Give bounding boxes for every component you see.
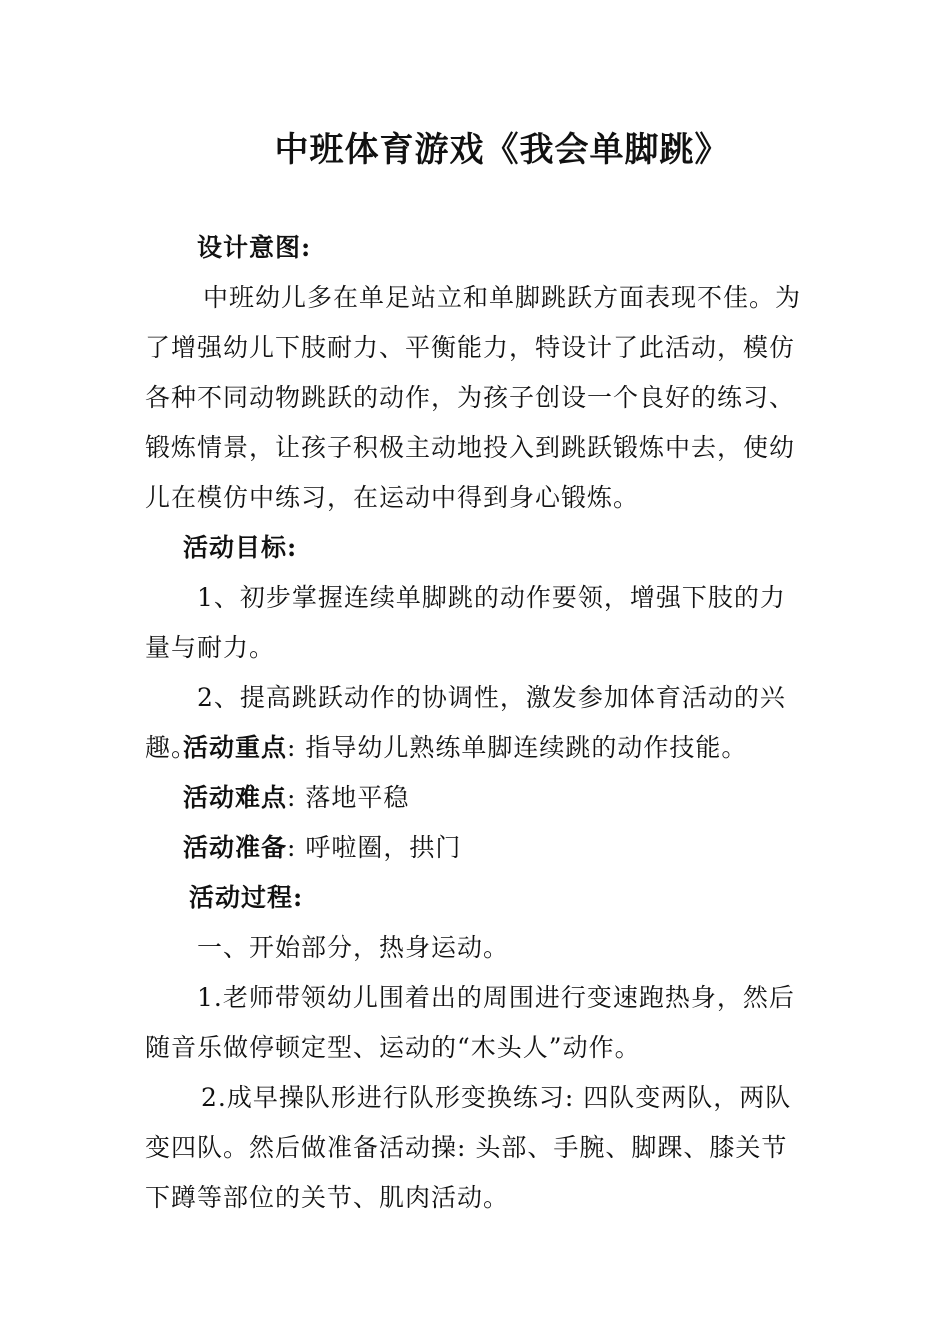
key-point-text: : 指导幼儿熟练单脚连续跳的动作技能。 <box>287 733 748 762</box>
goals-heading: 活动目标: <box>183 533 298 562</box>
difficulty-line <box>145 773 810 823</box>
preparation-text: : 呼啦圈，拱门 <box>287 833 462 862</box>
process-step-1: 1.老师带领幼儿围着出的周围进行变速跑热身，然后随音乐做停顿定型、运动的“木头人”动作。 <box>145 983 795 1062</box>
process-part-1: 一、开始部分，热身运动。 <box>197 933 510 962</box>
design-intent-paragraph: 中班幼儿多在单足站立和单脚跳跃方面表现不佳。为了增强幼儿下肢耐力、平衡能力，特设计了此活动，模仿各种不同动物跳跃的动作，为孩子创设一个良好的练习、锻炼情景，让孩子积极主动地投入到跳跃锻炼中去，使幼儿在模仿中练习，在运动中得到身心锻炼。 <box>145 283 802 512</box>
difficulty-label: 活动难点 <box>183 783 288 812</box>
document-title: 中班体育游戏《我会单脚跳》 <box>274 130 730 170</box>
process-step-2: 2.成早操队形进行队形变换练习: 四队变两队，两队变四队。然后做准备活动操: 头部、手腕、脚踝、膝关节下蹲等部位的关节、肌肉活动。 <box>145 1083 792 1212</box>
process-heading: 活动过程: <box>189 883 304 912</box>
key-point-label: 活动重点 <box>183 733 288 762</box>
preparation-line <box>145 823 810 873</box>
design-intent-heading: 设计意图: <box>197 233 312 262</box>
goal-item-1: 1、初步掌握连续单脚跳的动作要领，增强下肢的力量与耐力。 <box>145 583 786 662</box>
difficulty-text: : 落地平稳 <box>287 783 410 812</box>
goal-item-2: 2、提高跳跃动作的协调性，激发参加体育活动的兴趣。 <box>145 683 786 762</box>
preparation-label: 活动准备 <box>183 833 288 862</box>
key-point-line <box>145 723 810 773</box>
